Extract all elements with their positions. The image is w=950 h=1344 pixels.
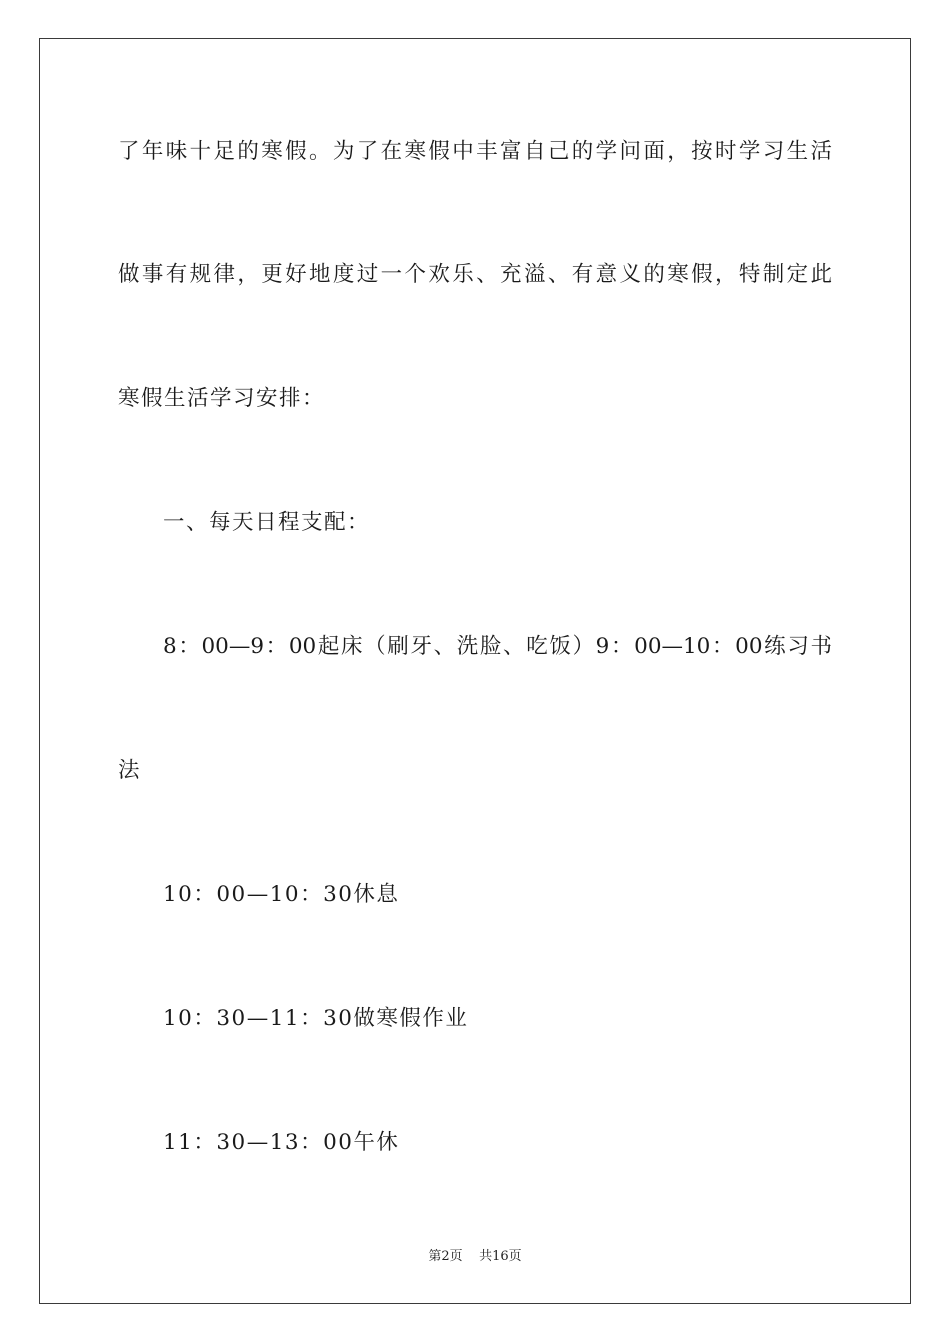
- schedule-line-1-continued: 法: [118, 758, 142, 783]
- section-heading-daily-schedule: 一、每天日程支配：: [163, 510, 371, 535]
- schedule-line-1: 8：00—9：00起床（刷牙、洗脸、吃饭）9：00—10：00练习书: [163, 634, 832, 659]
- schedule-line-2: 10：00—10：30休息: [163, 882, 400, 907]
- page-number-footer: 第2页 共16页: [428, 1249, 522, 1264]
- paragraph-line-2: 做事有规律，更好地度过一个欢乐、充溢、有意义的寒假，特制定此: [118, 262, 832, 287]
- paragraph-line-1: 了年味十足的寒假。为了在寒假中丰富自己的学问面，按时学习生活: [118, 139, 832, 164]
- schedule-line-4: 11：30—13：00午休: [163, 1130, 400, 1155]
- paragraph-line-3: 寒假生活学习安排：: [118, 386, 326, 411]
- page-border: [39, 38, 911, 1304]
- schedule-line-3: 10：30—11：30做寒假作业: [163, 1006, 469, 1031]
